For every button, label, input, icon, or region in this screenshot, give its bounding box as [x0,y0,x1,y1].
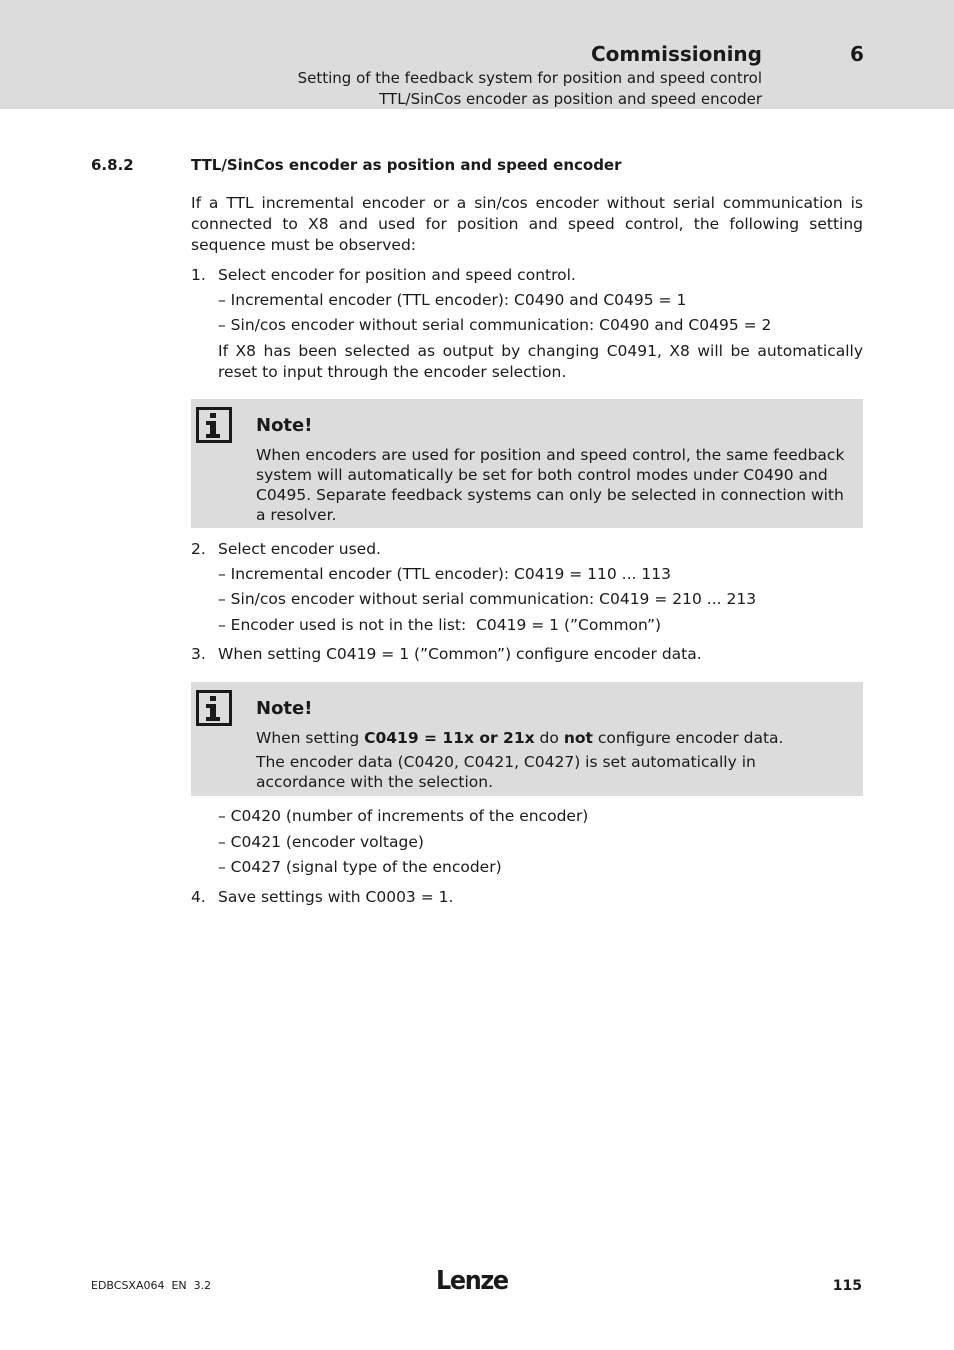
step-4-number: 4. [191,888,206,906]
step-3-item-3: – C0427 (signal type of the encoder) [218,858,502,876]
note-2-line-1 [256,728,846,748]
document-id: EDBCSXA064 EN 3.2 [91,1279,212,1292]
page-header [0,0,954,109]
note-box-2 [191,682,863,796]
step-1-text: Select encoder for position and speed control. [218,266,576,284]
step-2-text: Select encoder used. [218,540,381,558]
info-icon [196,407,232,443]
step-3-text: When setting C0419 = 1 (”Common”) configure encoder data. [218,645,702,663]
step-1-item-1: – Incremental encoder (TTL encoder): C0490 and C0495 = 1 [218,291,687,309]
step-1-paragraph: If X8 has been selected as output by changing C0491, X8 will be automatically reset to input through the encoder selection. [218,342,863,381]
note-2-text-a: When setting [256,729,365,747]
note-2-text-c: do [534,729,564,747]
lenze-logo: Lenze [436,1266,508,1296]
page-number: 115 [832,1278,862,1294]
intro-paragraph: If a TTL incremental encoder or a sin/cos encoder without serial communication is connected to X8 and used for position and speed control, the following setting sequence must be observed: [191,194,863,254]
step-2-number: 2. [191,540,206,558]
section-title: TTL/SinCos encoder as position and speed encoder [191,156,622,174]
step-3-item-2: – C0421 (encoder voltage) [218,833,424,851]
note-2-title: Note! [256,698,313,719]
note-1-body: When encoders are used for position and speed control, the same feedback system will automatically be set for both control modes under C0490 and C0495. Separate feedback systems can only be selected in connection with a resolver. [256,446,845,524]
step-3-item-1: – C0420 (number of increments of the encoder) [218,807,589,825]
note-1-title: Note! [256,415,313,436]
note-2-code: C0419 = 11x or 21x [364,729,535,747]
step-3-number: 3. [191,645,206,663]
note-box-1 [191,399,863,528]
chapter-title: Commissioning [590,42,762,66]
note-2-line-2: The encoder data (C0420, C0421, C0427) is set automatically in accordance with the selection. [256,753,756,791]
header-subtitle-1: Setting of the feedback system for position and speed control [297,69,762,87]
step-2-item-1: – Incremental encoder (TTL encoder): C0419 = 110 ... 113 [218,565,671,583]
step-1-item-2: – Sin/cos encoder without serial communication: C0490 and C0495 = 2 [218,316,772,334]
header-subtitle-2: TTL/SinCos encoder as position and speed encoder [379,90,762,108]
step-2-item-2: – Sin/cos encoder without serial communication: C0419 = 210 ... 213 [218,590,757,608]
info-icon [196,690,232,726]
note-2-not: not [563,729,593,747]
step-4-text: Save settings with C0003 = 1. [218,888,454,906]
note-2-text-e: configure encoder data. [592,729,784,747]
step-1-number: 1. [191,266,206,284]
chapter-number: 6 [850,42,864,66]
step-2-item-3: – Encoder used is not in the list: C0419 = 1 (”Common”) [218,616,662,634]
section-number: 6.8.2 [91,156,134,174]
